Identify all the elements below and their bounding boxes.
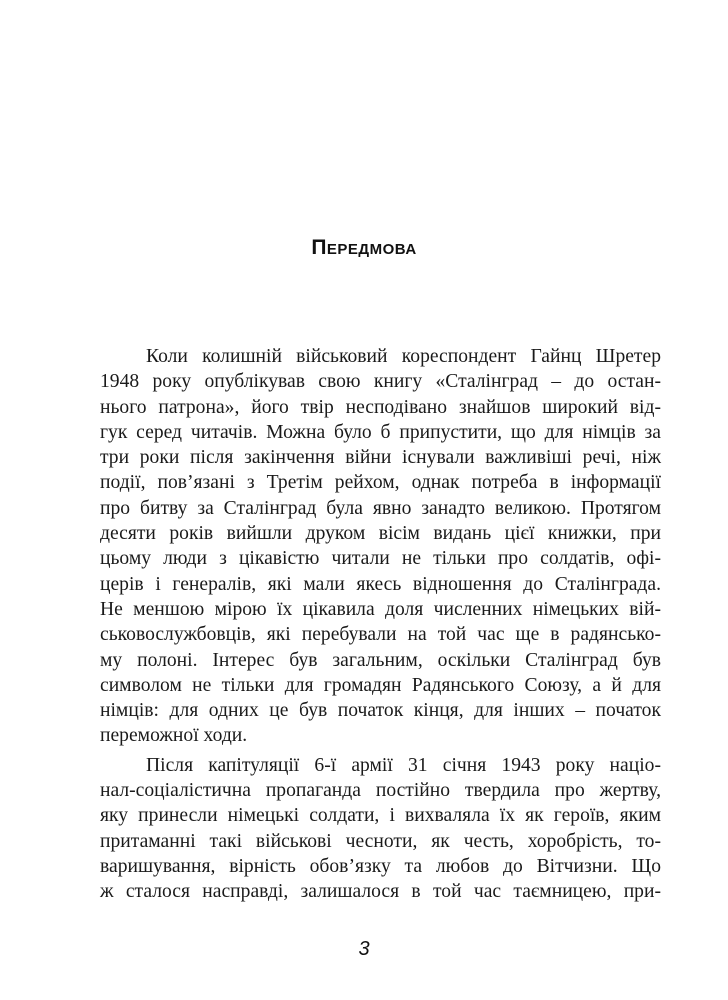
page-number: 3 bbox=[358, 938, 370, 960]
text-line: Після капітуляції 6-ї армії 31 січня 1943 року націо- bbox=[146, 754, 661, 776]
text-line: німців: для одних це був початок кінця, для інших – початок bbox=[100, 700, 661, 722]
text-line: варишування, вірність обов’язку та любов до Вітчизни. Що bbox=[100, 855, 661, 877]
text-line: нього патрона», його твір несподівано знайшов широкий від- bbox=[100, 396, 661, 418]
text-line: 1948 року опублікував свою книгу «Сталінград – до остан- bbox=[100, 371, 661, 393]
page-title: Передмова bbox=[311, 236, 417, 259]
text-line: гук серед читачів. Можна було б припустити, що для німців за bbox=[100, 421, 661, 443]
text-line: притаманні такі військові чесноти, як честь, хоробрість, то- bbox=[100, 830, 661, 852]
text-line: му полоні. Інтерес був загальним, оскільки Сталінград був bbox=[100, 649, 661, 671]
text-line: події, пов’язані з Третім рейхом, однак потреба в інформації bbox=[100, 472, 661, 494]
text-line: Не меншою мірою їх цікавила доля численних німецьких вій- bbox=[100, 598, 661, 620]
paragraph-1 bbox=[100, 344, 661, 749]
text-line: ж сталося насправді, залишалося в той час таємницею, при- bbox=[100, 881, 661, 903]
text-line: Коли колишній військовий кореспондент Гайнц Шретер bbox=[146, 346, 661, 367]
text-line: десяти років вийшли друком вісім видань цієї книжки, при bbox=[100, 523, 661, 545]
paragraph-2 bbox=[100, 753, 661, 905]
text-line: символом не тільки для громадян Радянського Союзу, а й для bbox=[100, 674, 661, 696]
text-line: церів і генералів, які мали якесь відношення до Сталінграда. bbox=[100, 573, 661, 595]
text-line: цьому люди з цікавістю читали не тільки про солдатів, офі- bbox=[100, 548, 661, 570]
text-line: три роки після закінчення війни існували важливіші речі, ніж bbox=[100, 447, 661, 469]
text-line: переможної ходи. bbox=[100, 725, 248, 747]
text-line: ськовослужбовців, які перебували на той час ще в радянсько- bbox=[100, 624, 661, 646]
body-text bbox=[100, 344, 661, 909]
text-line: яку принесли німецькі солдати, і вихваляла їх як героїв, яким bbox=[100, 805, 661, 827]
text-line: про битву за Сталінград була явно занадто великою. Протягом bbox=[100, 497, 661, 519]
text-line: нал-соціалістична пропаганда постійно твердила про жертву, bbox=[100, 780, 661, 802]
